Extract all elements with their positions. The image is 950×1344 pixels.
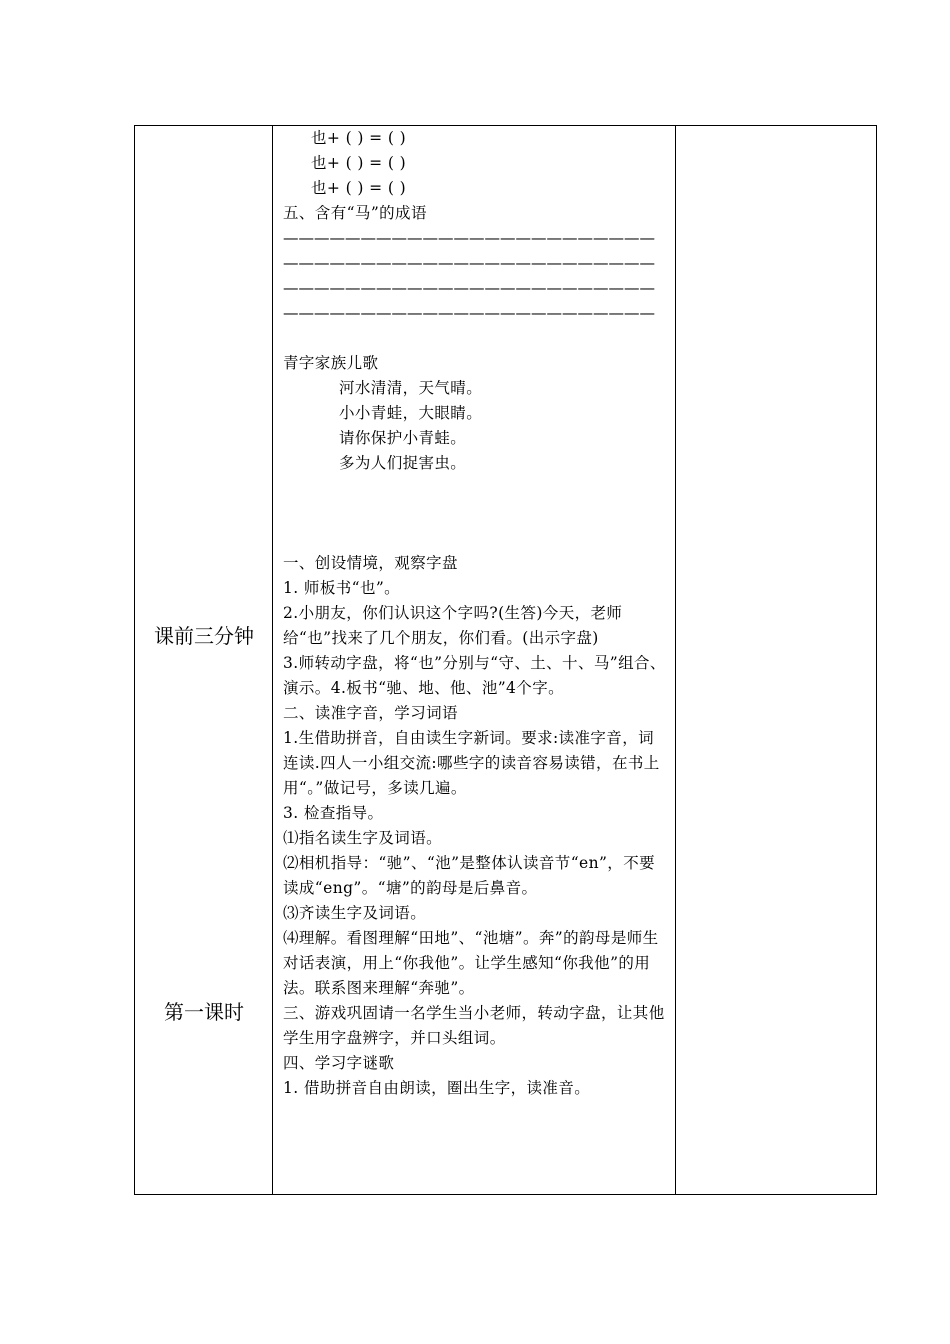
section-2-title: 二、读准字音，学习词语 (283, 704, 458, 722)
poem-line: 小小青蛙，大眼睛。 (339, 404, 483, 422)
sub-step-text: ⑴指名读生字及词语。 (283, 829, 443, 847)
step-text: 3.师转动字盘，将“也”分别与“守、土、十、马”组合、演示。4.板书“驰、地、他、池”4个字。 (283, 654, 666, 697)
step-text: 2.小朋友，你们认识这个字吗?(生答)今天，老师给“也”找来了几个朋友，你们看。(出示字盘) (283, 604, 623, 647)
label-pre-class-three-minutes: 课前三分钟 (154, 624, 254, 648)
poem-line: 请你保护小青蛙。 (339, 429, 467, 447)
step-text: 1. 借助拼音自由朗读，圈出生字，读准音。 (283, 1079, 591, 1097)
spacer (283, 476, 667, 501)
column-divider-left (272, 125, 273, 1195)
equation-line: 也+ ( ) = ( ) (311, 179, 407, 197)
section-5-title: 五、含有“马”的成语 (283, 204, 427, 222)
spacer (283, 501, 667, 526)
poem-title: 青字家族儿歌 (283, 354, 379, 372)
section-4-title: 四、学习字谜歌 (283, 1054, 395, 1072)
column-divider-right (675, 125, 676, 1195)
step-text: 3. 检查指导。 (283, 804, 384, 822)
equation-line: 也+ ( ) = ( ) (311, 129, 407, 147)
spacer (283, 526, 667, 551)
poem-line: 河水清清，天气晴。 (339, 379, 483, 397)
answer-blank-line: ———————————————————————— (283, 304, 655, 322)
poem-line: 多为人们捉害虫。 (339, 454, 467, 472)
sub-step-text: ⑷理解。看图理解“田地”、“池塘”。奔”的韵母是师生对话表演，用上“你我他”。让学生感知“你我他”的用法。联系图来理解“奔驰”。 (283, 929, 659, 997)
step-text: 1.生借助拼音，自由读生字新词。要求:读准字音，词连读.四人一小组交流:哪些字的读音容易读错，在书上用“。”做记号，多读几遍。 (283, 729, 660, 797)
lesson-content (283, 126, 667, 1101)
section-1-title: 一、创设情境，观察字盘 (283, 554, 458, 572)
answer-blank-line: ———————————————————————— (283, 254, 655, 272)
sub-step-text: ⑶齐读生字及词语。 (283, 904, 427, 922)
equation-line: 也+ ( ) = ( ) (311, 154, 407, 172)
sub-step-text: ⑵相机指导：“驰”、“池”是整体认读音节“en”，不要读成“eng”。“塘”的韵母是后鼻音。 (283, 854, 656, 897)
answer-blank-line: ———————————————————————— (283, 279, 655, 297)
answer-blank-line: ———————————————————————— (283, 229, 655, 247)
step-text: 1. 师板书“也”。 (283, 579, 401, 597)
section-3-text: 三、游戏巩固请一名学生当小老师，转动字盘，让其他学生用字盘辨字，并口头组词。 (283, 1004, 665, 1047)
spacer (283, 326, 667, 351)
label-first-lesson: 第一课时 (164, 1000, 244, 1024)
